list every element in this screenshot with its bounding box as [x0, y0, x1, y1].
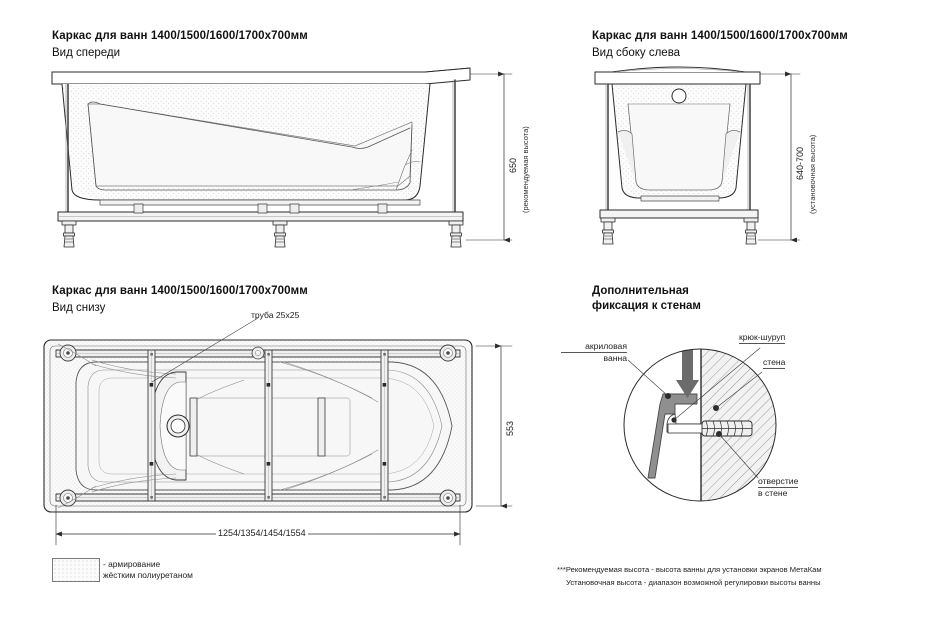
callout-wall: стена	[763, 357, 786, 367]
callout-wall-hole-line1: отверстие	[758, 476, 799, 486]
side-view-subtitle: Вид сбоку слева	[592, 47, 681, 59]
wall-fixing-title-line2: фиксация к стенам	[592, 300, 701, 312]
front-view-subtitle: Вид спереди	[52, 47, 121, 59]
legend-label-line2: жёстким полиуретаном	[103, 570, 193, 580]
pipe-annotation: труба 25x25	[251, 310, 300, 320]
wall-fixing-title-line1: Дополнительная	[592, 285, 689, 297]
bottom-view-width-dimension: 1254/1354/1454/1554	[218, 528, 306, 538]
callout-hook-screw: крюк-шуруп	[739, 332, 786, 342]
footnote-installation-height: Установочная высота - диапазон возможной регулировки высоты ванны	[566, 578, 821, 587]
bottom-view-subtitle: Вид снизу	[52, 302, 106, 314]
callout-acrylic-bath-line2: ванна	[603, 353, 627, 363]
bottom-view-depth-dimension: 553	[505, 420, 515, 436]
front-view-height-dimension: 650	[508, 157, 518, 173]
front-view-height-note: (рекомендуемая высота)	[521, 126, 530, 213]
footnote-recommended-height: ***Рекомендуемая высота - высота ванны для установки экранов МетаКам	[557, 565, 822, 574]
side-view-height-dimension: 640-700	[795, 146, 805, 180]
side-view-title: Каркас для ванн 1400/1500/1600/1700х700мм	[592, 30, 848, 42]
callout-wall-hole-line2: в стене	[758, 488, 788, 498]
legend-label-line1: - армирование	[103, 559, 161, 569]
side-view-height-note: (установочная высота)	[808, 134, 817, 214]
front-view-title: Каркас для ванн 1400/1500/1600/1700х700мм	[52, 30, 308, 42]
legend-swatch	[52, 558, 100, 582]
bottom-view-title: Каркас для ванн 1400/1500/1600/1700х700мм	[52, 285, 308, 297]
callout-acrylic-bath-line1: акриловая	[561, 341, 627, 353]
